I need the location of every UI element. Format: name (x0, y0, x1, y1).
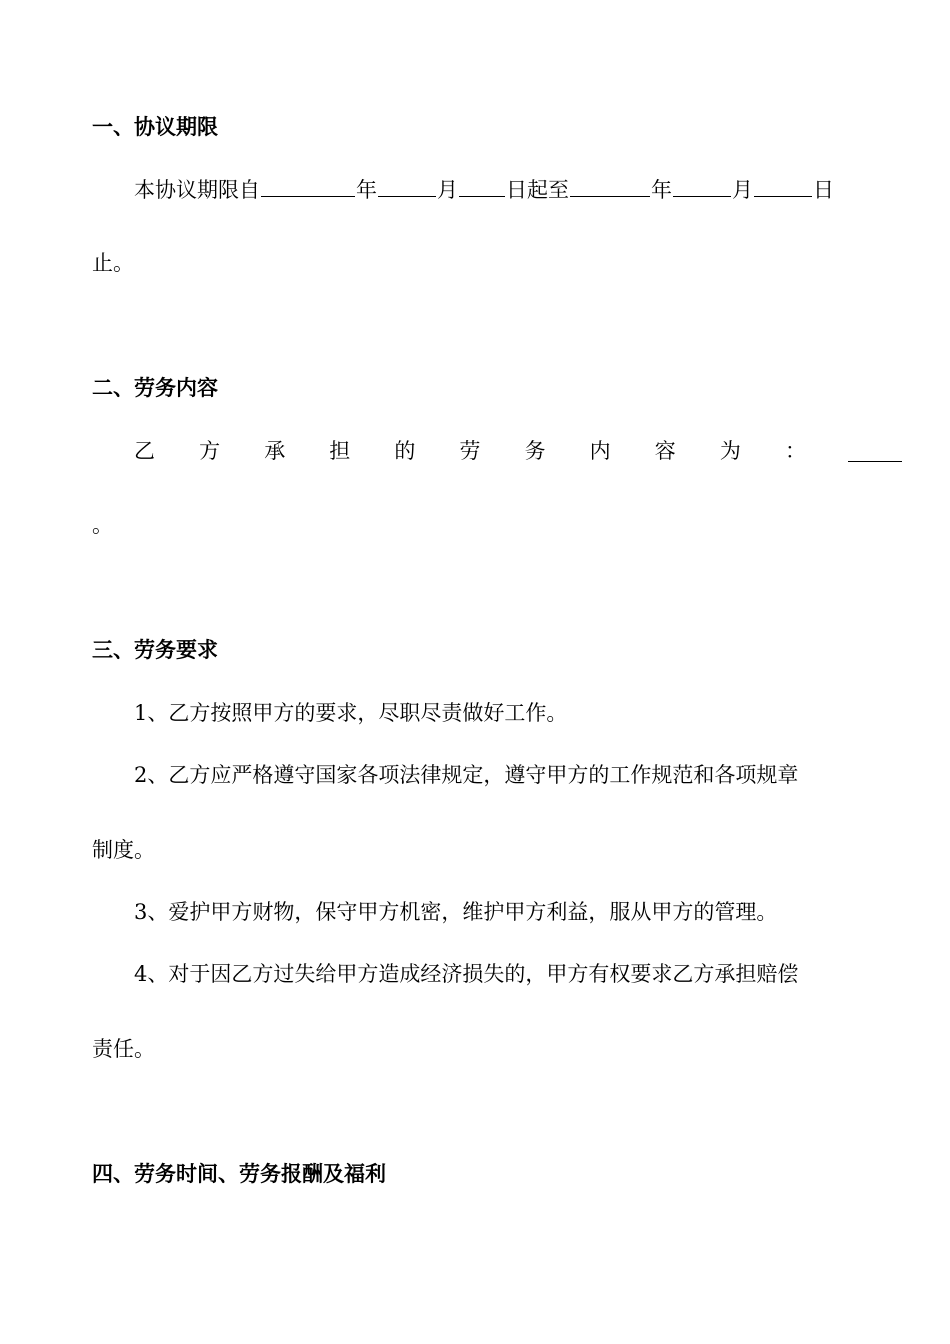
content-char: 担 (329, 439, 351, 463)
year-label: 年 (651, 178, 672, 202)
requirement-item: 2、乙方应严格遵守国家各项法律规定，遵守甲方的工作规范和各项规章 (134, 763, 799, 787)
requirement-item-continued: 制度。 (92, 838, 155, 862)
term-sentence (134, 174, 834, 205)
content-char: 为 (719, 439, 741, 463)
content-char: 容 (654, 439, 676, 463)
day-label: 日 (813, 178, 834, 202)
section-heading-requirements: 三、劳务要求 (92, 638, 218, 662)
end-year-blank[interactable] (570, 174, 650, 197)
content-blank[interactable] (848, 437, 902, 462)
start-month-blank[interactable] (378, 174, 436, 197)
section-heading-content: 二、劳务内容 (92, 376, 218, 400)
section-heading-term: 一、协议期限 (92, 115, 218, 139)
requirement-item: 3、爱护甲方财物，保守甲方机密，维护甲方利益，服从甲方的管理。 (134, 900, 778, 924)
start-year-blank[interactable] (261, 174, 355, 197)
content-char: 的 (394, 439, 416, 463)
term-sentence-end: 止。 (92, 251, 134, 275)
start-day-blank[interactable] (459, 174, 505, 197)
year-label: 年 (356, 178, 377, 202)
month-label: 月 (732, 178, 753, 202)
content-char: 内 (589, 439, 611, 463)
content-char: 承 (264, 439, 286, 463)
content-char: 乙 (134, 439, 155, 463)
end-month-blank[interactable] (673, 174, 731, 197)
section-heading-time-pay: 四、劳务时间、劳务报酬及福利 (92, 1162, 386, 1186)
content-char: 方 (199, 439, 221, 463)
content-sentence (134, 436, 806, 466)
term-text-start: 本协议期限自 (134, 178, 260, 202)
content-char: 务 (524, 439, 546, 463)
end-day-blank[interactable] (754, 174, 812, 197)
content-char: ： (784, 439, 806, 463)
month-label: 月 (437, 178, 458, 202)
content-char: 劳 (459, 439, 481, 463)
content-sentence-end: 。 (92, 513, 113, 537)
requirement-item: 1、乙方按照甲方的要求，尽职尽责做好工作。 (134, 701, 568, 725)
day-until-label: 日起至 (506, 178, 569, 202)
requirement-item-continued: 责任。 (92, 1037, 155, 1061)
requirement-item: 4、对于因乙方过失给甲方造成经济损失的，甲方有权要求乙方承担赔偿 (134, 962, 799, 986)
